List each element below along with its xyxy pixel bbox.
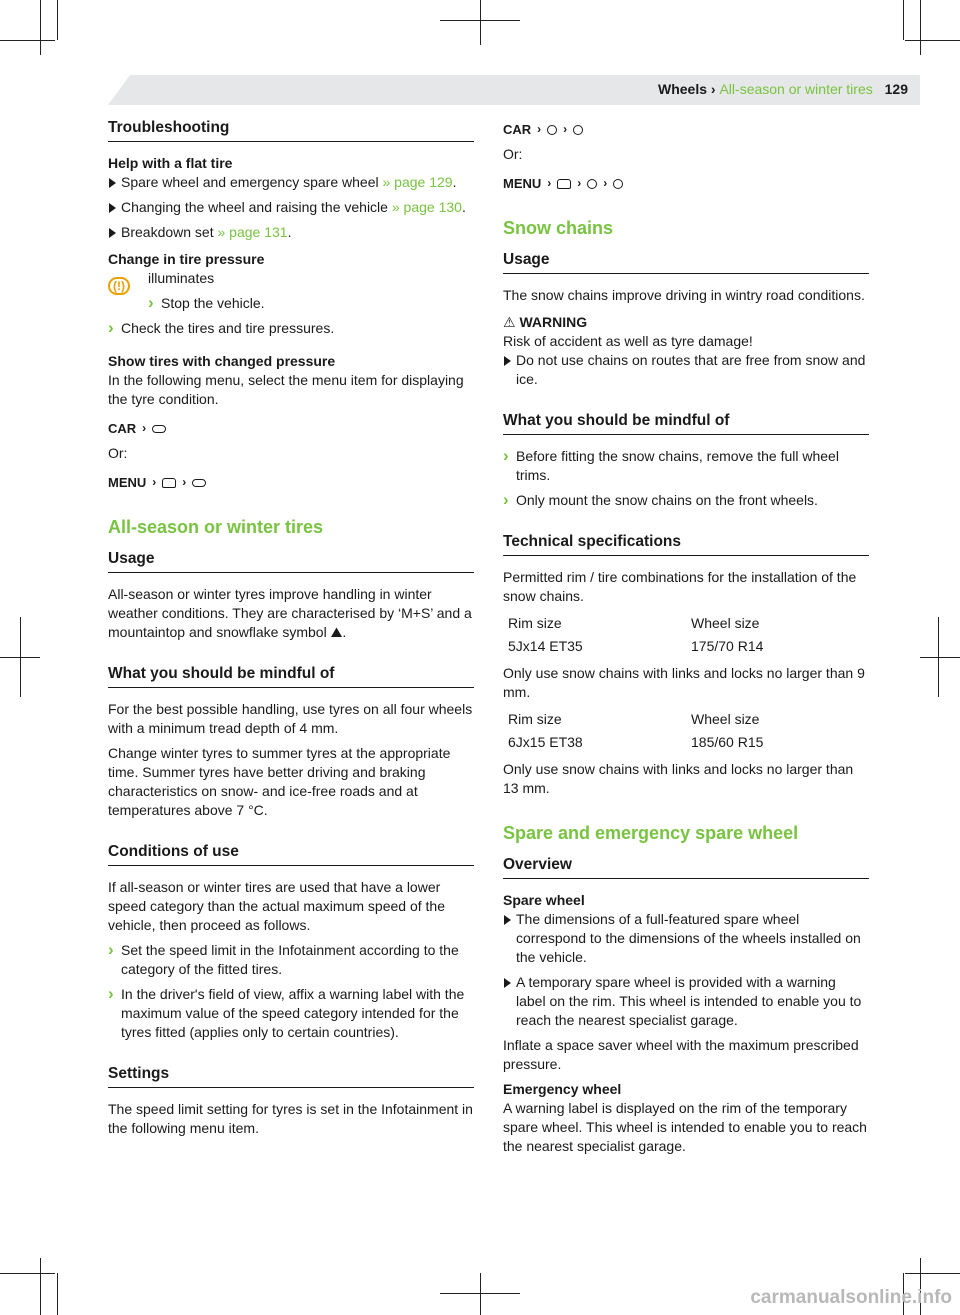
warning-text: Risk of accident as well as tyre damage! — [503, 333, 753, 349]
right-column — [503, 118, 869, 1162]
list-text: Changing the wheel and raising the vehicle — [121, 199, 388, 215]
table-header: Wheel size — [691, 615, 760, 631]
list-item: › Set the speed limit in the Infotainment according to the category of the fitted tires. — [108, 941, 474, 979]
list-item: › Only mount the snow chains on the front wheels. — [503, 491, 869, 510]
settings-icon — [587, 179, 597, 189]
list-item: › Check the tires and tire pressures. — [108, 319, 474, 338]
list-item: Spare wheel and emergency spare wheel » page 129. — [108, 173, 474, 192]
subheading: Spare wheel — [503, 892, 585, 908]
paragraph: Only use snow chains with links and locks no larger than 9 mm. — [503, 665, 865, 700]
crop-mark — [920, 0, 921, 55]
chevron-right-icon: › — [152, 475, 157, 489]
or-label: Or: — [108, 445, 128, 461]
section-title: Usage — [503, 250, 869, 274]
speed-icon — [573, 125, 583, 135]
settings-icon — [547, 125, 557, 135]
spec-table — [503, 612, 869, 658]
paragraph: Inflate a space saver wheel with the maximum prescribed pressure. — [503, 1037, 859, 1072]
crop-mark — [905, 40, 960, 41]
pressure-row — [108, 269, 474, 319]
menu-path — [108, 473, 474, 492]
table-header: Wheel size — [691, 711, 760, 727]
tire-icon — [152, 425, 166, 433]
chevron-right-icon: › — [182, 475, 187, 489]
list-item: Breakdown set » page 131. — [108, 223, 474, 242]
paragraph: In the following menu, select the menu item for displaying the tyre condition. — [108, 372, 464, 407]
chevron-right-icon: › — [142, 421, 147, 435]
paragraph: A warning label is displayed on the rim of the temporary spare wheel. This wheel is intended to enable you to reach the nearest specialist garage. — [503, 1100, 867, 1154]
running-header — [658, 81, 908, 97]
tire-pressure-warning-icon: (!) — [108, 277, 130, 295]
page-number: 129 — [884, 81, 908, 97]
list-item: Do not use chains on routes that are free from snow and ice. — [503, 351, 869, 389]
section-title: Settings — [108, 1064, 474, 1088]
subheading: Show tires with changed pressure — [108, 353, 336, 369]
paragraph: Change winter tyres to summer tyres at the appropriate time. Summer tyres have better driving and braking characteristics on snow- and ice-free roads and at temperatures above 7 °C. — [108, 745, 451, 818]
header-subchapter: All-season or winter tires — [719, 81, 873, 97]
section-title: Usage — [108, 549, 474, 573]
chapter-title: Spare and emergency spare wheel — [503, 823, 799, 843]
chevron-right-icon: › — [603, 176, 608, 190]
chevron-right-icon: › — [563, 122, 568, 136]
table-cell: 5Jx14 ET35 — [508, 638, 583, 654]
pressure-illuminates: illuminates — [148, 270, 215, 286]
chapter-title: Snow chains — [503, 218, 614, 238]
crop-mark — [0, 1273, 55, 1274]
list-item: The dimensions of a full-featured spare wheel correspond to the dimensions of the wheels installed on the vehicle. — [503, 910, 869, 967]
chevron-right-icon: › — [577, 176, 582, 190]
section-title: Troubleshooting — [108, 118, 474, 142]
section-title: Technical specifications — [503, 532, 869, 556]
subheading: Help with a flat tire — [108, 155, 233, 171]
crop-mark — [903, 0, 904, 40]
section-title: Conditions of use — [108, 842, 474, 866]
left-column — [108, 118, 474, 1144]
warning-title: ⚠ WARNING — [503, 313, 869, 332]
paragraph: All-season or winter tyres improve handling in winter weather conditions. They are characterised by ‘M+S’ and a mountaintop and snowflake symbol ⛰. — [108, 586, 472, 640]
car-key-label: CAR — [503, 122, 532, 137]
crop-mark — [905, 1273, 960, 1274]
crop-mark — [920, 657, 960, 658]
paragraph: Only use snow chains with links and locks no larger than 13 mm. — [503, 761, 854, 796]
crop-mark — [480, 0, 481, 45]
car-icon — [557, 179, 571, 189]
table-header: Rim size — [508, 615, 562, 631]
crop-mark — [40, 0, 41, 55]
speed-icon — [613, 179, 623, 189]
car-icon — [162, 478, 176, 488]
header-separator: › — [710, 81, 716, 97]
chapter-title: All-season or winter tires — [108, 517, 324, 537]
watermark: carmanualsonline.info — [750, 1287, 952, 1308]
list-text: Breakdown set — [121, 224, 214, 240]
section-title: What you should be mindful of — [503, 411, 869, 435]
section-title: Overview — [503, 855, 869, 879]
menu-path — [108, 419, 474, 438]
section-title: What you should be mindful of — [108, 664, 474, 688]
chevron-right-icon: › — [537, 122, 542, 136]
paragraph: Permitted rim / tire combinations for the installation of the snow chains. — [503, 569, 857, 604]
paragraph: The speed limit setting for tyres is set in the Infotainment in the following menu item. — [108, 1101, 473, 1136]
table-cell: 175/70 R14 — [691, 638, 764, 654]
subheading: Change in tire pressure — [108, 251, 265, 267]
crop-mark — [938, 617, 939, 697]
header-chapter: Wheels — [658, 81, 708, 97]
menu-key-label: MENU — [108, 475, 147, 490]
table-cell: 6Jx15 ET38 — [508, 734, 583, 750]
crop-mark — [480, 1273, 481, 1315]
list-text: Spare wheel and emergency spare wheel — [121, 174, 379, 190]
menu-path — [503, 174, 869, 193]
crop-mark — [57, 1273, 58, 1315]
crop-mark — [0, 40, 55, 41]
paragraph: If all-season or winter tires are used that have a lower speed category than the actual maximum speed of the vehicle, then proceed as follows. — [108, 879, 445, 933]
car-key-label: CAR — [108, 421, 137, 436]
list-item: › Stop the vehicle. — [148, 294, 265, 313]
menu-path — [503, 120, 869, 139]
crop-mark — [57, 0, 58, 40]
tire-icon — [192, 479, 206, 487]
page-link[interactable]: » page 130 — [391, 199, 462, 215]
paragraph: For the best possible handling, use tyres on all four wheels with a minimum tread depth of 4 mm. — [108, 701, 473, 736]
page-link[interactable]: » page 129 — [382, 174, 453, 190]
snowflake-mountain-icon: ⛰ — [330, 624, 343, 640]
list-item: A temporary spare wheel is provided with a warning label on the rim. This wheel is intended to enable you to reach the nearest specialist garage. — [503, 973, 869, 1030]
or-label: Or: — [503, 146, 523, 162]
crop-mark — [40, 1258, 41, 1315]
table-cell: 185/60 R15 — [691, 734, 764, 750]
paragraph: The snow chains improve driving in wintry road conditions. — [503, 287, 865, 303]
table-header: Rim size — [508, 711, 562, 727]
usage-text: All-season or winter tyres improve handling in winter weather conditions. They are characterised by ‘M+S’ and a mountaintop and snowflake symbol — [108, 586, 472, 640]
page-link[interactable]: » page 131 — [217, 224, 288, 240]
list-item: › Before fitting the snow chains, remove the full wheel trims. — [503, 447, 869, 485]
menu-key-label: MENU — [503, 176, 542, 191]
chevron-right-icon: › — [547, 176, 552, 190]
spec-table — [503, 708, 869, 754]
subheading: Emergency wheel — [503, 1081, 622, 1097]
crop-mark — [20, 617, 21, 697]
list-item: › In the driver's field of view, affix a warning label with the maximum value of the speed category intended for the tyres fitted (applies only to certain countries). — [108, 985, 474, 1042]
list-item: Changing the wheel and raising the vehicle » page 130. — [108, 198, 474, 217]
